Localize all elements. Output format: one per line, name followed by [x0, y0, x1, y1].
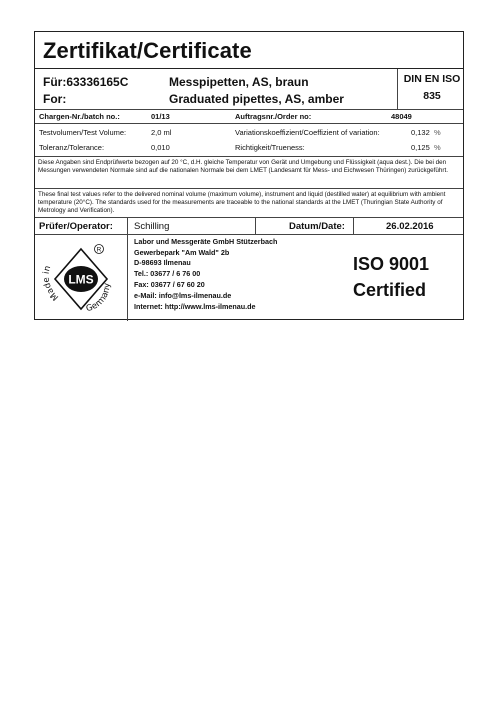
english-note-row — [35, 189, 463, 218]
tolerance-value: 0,010 — [151, 143, 170, 152]
product-row — [35, 69, 463, 110]
batch-label: Chargen-Nr./batch no.: — [39, 112, 120, 121]
certificate — [34, 31, 464, 320]
english-note: These final test values refer to the delivered nominal volume (maximum volume), instrument and liquid (destilled water) at equilibrium with ambient temperature (20°C). The standards used for the measurements are traceable to the national standards at the LMET (Thuringian State Authority of Metrology and Verification). — [38, 191, 446, 214]
company-tel: Tel.: 03677 / 6 76 00 — [134, 269, 201, 278]
for-label: For: — [43, 92, 67, 106]
trueness-unit: % — [434, 143, 441, 152]
iso-title: ISO 9001 — [353, 254, 430, 274]
lms-logo — [35, 235, 128, 321]
test-volume-label: Testvolumen/Test Volume: — [39, 128, 127, 137]
cv-value: 0,132 — [411, 128, 430, 137]
company-city: D-98693 Ilmenau — [134, 258, 191, 267]
measurement-row — [35, 124, 463, 157]
operator-label-cell — [35, 218, 128, 234]
standard-number: 835 — [423, 90, 441, 102]
batch-row — [35, 110, 463, 124]
german-note-row — [35, 157, 463, 189]
operator-divider — [255, 218, 256, 234]
test-volume-value: 2,0 ml — [151, 128, 172, 137]
order-label: Auftragsnr./Order no: — [235, 112, 312, 121]
iso-certified: Certified — [353, 280, 427, 300]
operator-value: Schilling — [134, 221, 170, 232]
date-value: 26.02.2016 — [386, 221, 434, 232]
registered-mark: R — [96, 246, 102, 254]
logo-cell — [35, 235, 128, 321]
cv-unit: % — [434, 128, 441, 137]
company-website: Internet: http://www.lms-ilmenau.de — [134, 302, 256, 311]
cv-label: Variationskoeffizient/Coeffizient of variation: — [235, 128, 380, 137]
date-divider — [353, 218, 354, 234]
title-row — [35, 32, 463, 69]
standard-box — [397, 69, 465, 109]
lab-row — [35, 235, 463, 321]
german-note: Diese Angaben sind Endprüfwerte bezogen auf 20 °C, d.H. gleiche Temperatur von Gerät und Umgebung und Flüssigkeit (aqua dest.). Die bei den Messungen verwendeten Normale sind auf die nationalen Normale bei dem LMET (Landesamt für Mess- und Eichwesen Thüringen) zurückgeführt. — [38, 159, 448, 174]
logo-germany: Germany — [85, 282, 113, 315]
for-number: Für:63336165C — [43, 75, 129, 89]
trueness-value: 0,125 — [411, 143, 430, 152]
operator-row — [35, 218, 463, 235]
company-email: e-Mail: info@lms-ilmenau.de — [134, 291, 232, 300]
order-value: 48049 — [391, 112, 412, 121]
company-name: Labor und Messgeräte GmbH Stützerbach — [134, 237, 278, 246]
date-label: Datum/Date: — [289, 221, 345, 232]
logo-made-in: Made in — [41, 264, 62, 303]
trueness-label: Richtigkeit/Trueness: — [235, 143, 305, 152]
product-name-de: Messpipetten, AS, braun — [169, 75, 309, 89]
company-fax: Fax: 03677 / 67 60 20 — [134, 280, 205, 289]
company-street: Gewerbepark "Am Wald" 2b — [134, 248, 230, 257]
tolerance-label: Toleranz/Tolerance: — [39, 143, 105, 152]
logo-letters: LMS — [68, 272, 94, 287]
certificate-title: Zertifikat/Certificate — [43, 38, 252, 63]
operator-label: Prüfer/Operator: — [39, 221, 113, 232]
batch-value: 01/13 — [151, 112, 170, 121]
product-name-en: Graduated pipettes, AS, amber — [169, 92, 344, 106]
standard-name: DIN EN ISO — [403, 73, 461, 85]
